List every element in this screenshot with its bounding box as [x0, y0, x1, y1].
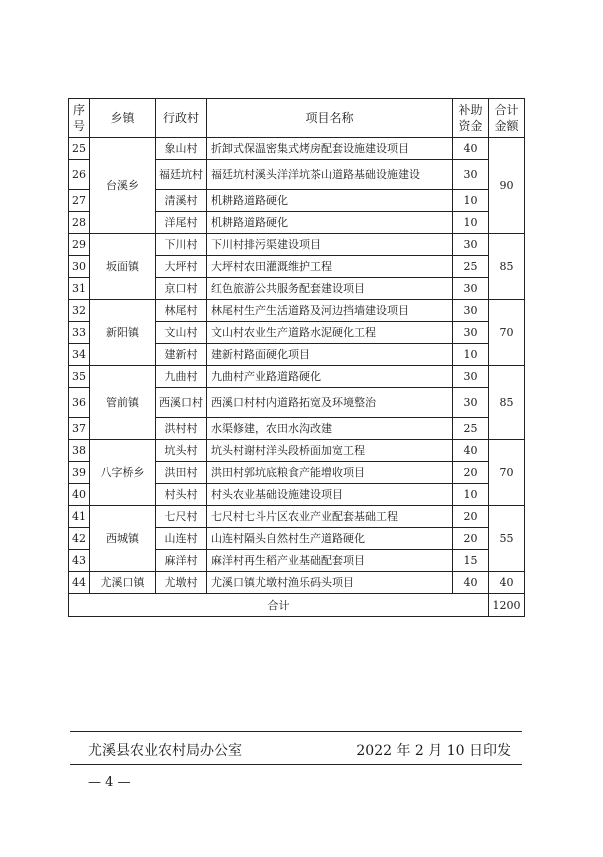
subsidy-cell: 30	[453, 300, 489, 322]
table-row	[69, 138, 525, 160]
header-project: 项目名称	[207, 99, 453, 138]
sum-value: 1200	[489, 594, 525, 617]
group-total-cell: 85	[489, 366, 525, 440]
project-table-container	[68, 98, 524, 617]
project-name-cell: 西溪口村村内道路拓宽及环境整治	[207, 388, 453, 418]
header-total: 合计金额	[489, 99, 525, 138]
town-cell: 台溪乡	[90, 138, 156, 234]
project-name-cell: 九曲村产业路道路硬化	[207, 366, 453, 388]
subsidy-cell: 20	[453, 506, 489, 528]
town-cell: 坂面镇	[90, 234, 156, 300]
subsidy-cell: 20	[453, 528, 489, 550]
page-number: — 4 —	[88, 775, 131, 790]
project-name-cell: 山连村隔头自然村生产道路硬化	[207, 528, 453, 550]
subsidy-cell: 30	[453, 160, 489, 190]
town-cell: 新阳镇	[90, 300, 156, 366]
header-no: 序号	[69, 99, 90, 138]
row-number: 34	[69, 344, 90, 366]
village-cell: 九曲村	[156, 366, 207, 388]
village-cell: 七尺村	[156, 506, 207, 528]
row-number: 28	[69, 212, 90, 234]
town-cell: 尤溪口镇	[90, 572, 156, 594]
table-row	[69, 300, 525, 322]
row-number: 38	[69, 440, 90, 462]
project-name-cell: 福廷坑村溪头洋洋坑茶山道路基础设施建设	[207, 160, 453, 190]
subsidy-cell: 15	[453, 550, 489, 572]
project-name-cell: 红色旅游公共服务配套建设项目	[207, 278, 453, 300]
table-body	[69, 138, 525, 594]
row-number: 36	[69, 388, 90, 418]
subsidy-cell: 25	[453, 256, 489, 278]
village-cell: 山连村	[156, 528, 207, 550]
table-sum-row	[69, 594, 525, 617]
footer-rule-bottom	[70, 764, 522, 765]
row-number: 33	[69, 322, 90, 344]
row-number: 42	[69, 528, 90, 550]
project-name-cell: 下川村排污渠建设项目	[207, 234, 453, 256]
row-number: 27	[69, 190, 90, 212]
project-name-cell: 村头农业基础设施建设项目	[207, 484, 453, 506]
group-total-cell: 40	[489, 572, 525, 594]
project-name-cell: 建新村路面硬化项目	[207, 344, 453, 366]
header-village: 行政村	[156, 99, 207, 138]
header-subsidy: 补助资金	[453, 99, 489, 138]
subsidy-cell: 30	[453, 322, 489, 344]
sum-label: 合计	[69, 594, 489, 617]
town-cell: 西城镇	[90, 506, 156, 572]
row-number: 25	[69, 138, 90, 160]
village-cell: 麻洋村	[156, 550, 207, 572]
village-cell: 象山村	[156, 138, 207, 160]
subsidy-cell: 40	[453, 440, 489, 462]
project-name-cell: 林尾村生产生活道路及河边挡墙建设项目	[207, 300, 453, 322]
subsidy-cell: 10	[453, 344, 489, 366]
table-row	[69, 234, 525, 256]
row-number: 29	[69, 234, 90, 256]
row-number: 32	[69, 300, 90, 322]
table-row	[69, 440, 525, 462]
village-cell: 洋尾村	[156, 212, 207, 234]
group-total-cell: 70	[489, 440, 525, 506]
subsidy-cell: 30	[453, 278, 489, 300]
project-name-cell: 麻洋村再生稻产业基础配套项目	[207, 550, 453, 572]
subsidy-cell: 10	[453, 484, 489, 506]
village-cell: 洪村村	[156, 418, 207, 440]
subsidy-cell: 30	[453, 234, 489, 256]
town-cell: 八字桥乡	[90, 440, 156, 506]
group-total-cell: 70	[489, 300, 525, 366]
row-number: 40	[69, 484, 90, 506]
project-name-cell: 文山村农业生产道路水泥硬化工程	[207, 322, 453, 344]
project-name-cell: 洪田村郭坑底粮食产能增收项目	[207, 462, 453, 484]
row-number: 35	[69, 366, 90, 388]
village-cell: 建新村	[156, 344, 207, 366]
row-number: 44	[69, 572, 90, 594]
village-cell: 大坪村	[156, 256, 207, 278]
row-number: 26	[69, 160, 90, 190]
project-name-cell: 尤溪口镇尤墩村渔乐码头项目	[207, 572, 453, 594]
subsidy-cell: 10	[453, 212, 489, 234]
town-cell: 管前镇	[90, 366, 156, 440]
project-name-cell: 水渠修建，农田水沟改建	[207, 418, 453, 440]
village-cell: 林尾村	[156, 300, 207, 322]
project-name-cell: 折卸式保温密集式烤房配套设施建设项目	[207, 138, 453, 160]
subsidy-cell: 30	[453, 388, 489, 418]
village-cell: 坑头村	[156, 440, 207, 462]
village-cell: 村头村	[156, 484, 207, 506]
project-table	[68, 98, 525, 617]
row-number: 39	[69, 462, 90, 484]
footer-issuer: 尤溪县农业农村局办公室	[88, 743, 242, 759]
group-total-cell: 55	[489, 506, 525, 572]
subsidy-cell: 25	[453, 418, 489, 440]
project-name-cell: 大坪村农田灌溉维护工程	[207, 256, 453, 278]
subsidy-cell: 30	[453, 366, 489, 388]
row-number: 41	[69, 506, 90, 528]
header-town: 乡镇	[90, 99, 156, 138]
subsidy-cell: 40	[453, 138, 489, 160]
village-cell: 福廷坑村	[156, 160, 207, 190]
table-row	[69, 572, 525, 594]
village-cell: 清溪村	[156, 190, 207, 212]
group-total-cell: 90	[489, 138, 525, 234]
project-name-cell: 坑头村谢村洋头段桥面加宽工程	[207, 440, 453, 462]
project-name-cell: 七尺村七斗片区农业产业配套基础工程	[207, 506, 453, 528]
subsidy-cell: 40	[453, 572, 489, 594]
village-cell: 文山村	[156, 322, 207, 344]
group-total-cell: 85	[489, 234, 525, 300]
table-header-row	[69, 99, 525, 138]
village-cell: 京口村	[156, 278, 207, 300]
village-cell: 尤墩村	[156, 572, 207, 594]
footer-issue-date: 2022 年 2 月 10 日印发	[356, 743, 511, 759]
row-number: 30	[69, 256, 90, 278]
footer-rule-top	[70, 731, 522, 732]
row-number: 37	[69, 418, 90, 440]
row-number: 31	[69, 278, 90, 300]
village-cell: 下川村	[156, 234, 207, 256]
village-cell: 西溪口村	[156, 388, 207, 418]
project-name-cell: 机耕路道路硬化	[207, 212, 453, 234]
subsidy-cell: 10	[453, 190, 489, 212]
project-name-cell: 机耕路道路硬化	[207, 190, 453, 212]
subsidy-cell: 20	[453, 462, 489, 484]
table-row	[69, 366, 525, 388]
row-number: 43	[69, 550, 90, 572]
village-cell: 洪田村	[156, 462, 207, 484]
table-row	[69, 506, 525, 528]
